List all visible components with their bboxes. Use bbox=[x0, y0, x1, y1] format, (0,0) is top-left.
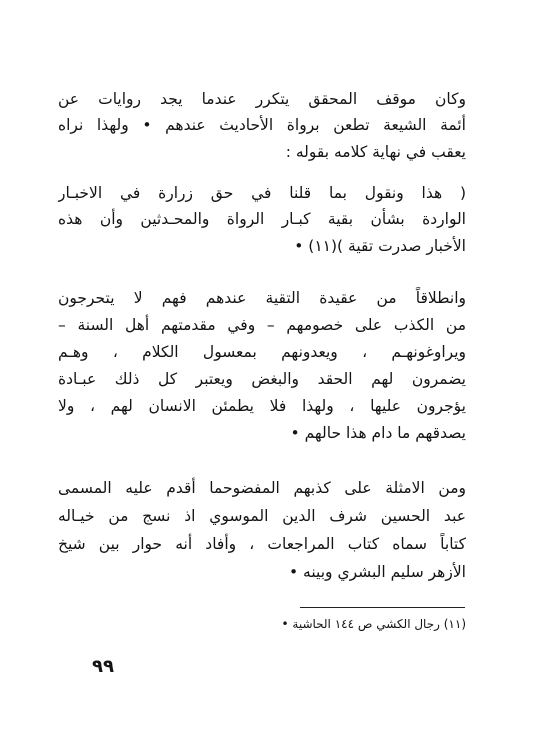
footnote-divider bbox=[300, 607, 465, 608]
paragraph-3-line-3: ويراوغونهـم ، ويعدونهم بمعسول الكلام ، وهـم bbox=[58, 343, 466, 361]
paragraph-4-line-1: ومن الامثلة على كذبهم المفضوحما أقدم عليه المسمى bbox=[58, 479, 466, 497]
quote-line-2: الواردة بشأن بقية كبـار الرواة والمحـدثين وأن هذه bbox=[58, 210, 466, 228]
paragraph-3-line-6: يصدقهم ما دام هذا حالهم • bbox=[290, 424, 466, 442]
quote-line-1: ( هذا ونقول بما قلنا في حق زرارة في الاخبـار bbox=[58, 184, 466, 202]
paragraph-1-line-3: يعقب في نهاية كلامه بقوله : bbox=[285, 143, 466, 161]
paragraph-4-line-2: عبد الحسين شرف الدين الموسوي اذ نسج من خيـاله bbox=[58, 507, 466, 525]
paragraph-3-line-2: من الكذب على خصومهم – وفي مقدمتهم أهل السنة – bbox=[58, 316, 466, 334]
footnote: (١١) رجال الكشي ص ١٤٤ الحاشية • bbox=[281, 617, 466, 631]
paragraph-3-line-4: يضمرون لهم الحقد والبغض ويعتبر كل ذلك عبـادة bbox=[58, 370, 466, 388]
paragraph-1-line-1: وكان موقف المحقق يتكرر عندما يجد روايات عن bbox=[58, 90, 466, 108]
paragraph-3-line-5: يؤجرون عليها ، ولهذا فلا يطمئن الانسان لهم ، ولا bbox=[58, 397, 466, 415]
paragraph-1-line-2: أئمة الشيعة تطعن برواة الأحاديث عندهم • ولهذا نراه bbox=[58, 116, 466, 134]
paragraph-3-line-1: وانطلاقاً من عقيدة التقية عندهم فهم لا يتحرجون bbox=[58, 289, 466, 307]
page-number: ٩٩ bbox=[92, 656, 114, 677]
paragraph-4-line-3: كتاباً سماه كتاب المراجعات ، وأفاد أنه حوار بين شيخ bbox=[58, 535, 466, 553]
quote-line-3: الأخبار صدرت تقية )(١١) • bbox=[294, 237, 466, 255]
paragraph-4-line-4: الأزهر سليم البشري وبينه • bbox=[288, 563, 466, 581]
